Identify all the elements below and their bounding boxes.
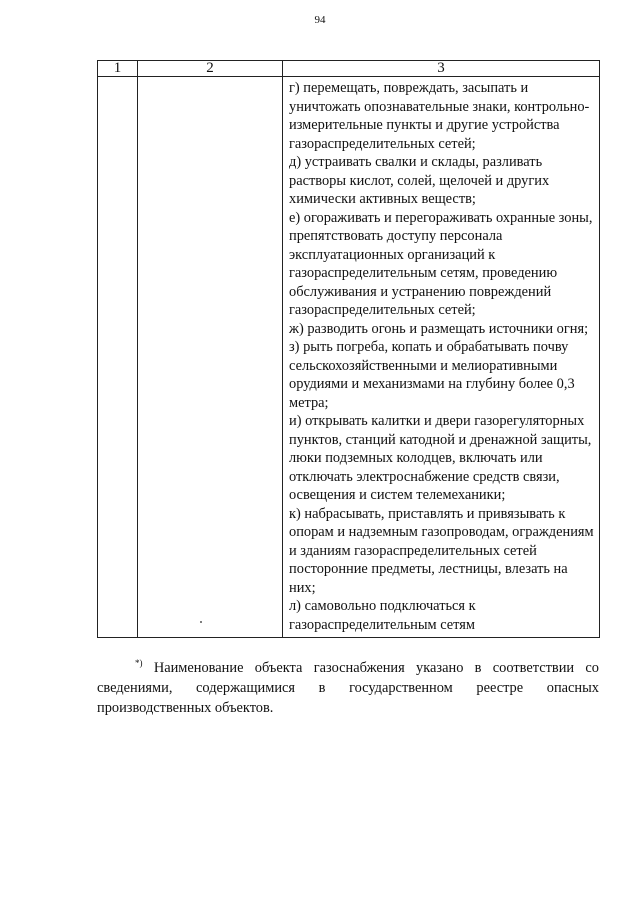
prohibition-list [283,77,599,636]
list-item: к) набрасывать, приставлять и привязывать к опорам и надземным газопроводам, ограждениям и зданиям газораспределительных сетей посторонние предметы, лестницы, влезать на них; [289,505,594,596]
footnote-first-line [97,658,599,678]
page-number: 94 [314,14,326,26]
cell-column-2 [138,77,283,638]
list-item: ж) разводить огонь и размещать источники огня; [289,320,589,337]
column-header-1: 1 [98,61,138,77]
list-item: г) перемещать, повреждать, засыпать и уничтожать опознавательные знаки, контрольно-измерительные пункты и другие устройства газораспределительных сетей; [289,80,590,152]
column-header-2: 2 [138,61,283,77]
cell-column-3 [283,77,600,638]
list-item: и) открывать калитки и двери газорегуляторных пунктов, станций катодной и дренажной защиты, люки подземных колодцев, включать или отключать электроснабжение средств связи, освещения и систем телемеханики; [289,413,592,503]
footnote-marker: *) [135,658,143,669]
stray-dot-mark [200,621,202,623]
prohibitions-table [97,60,600,638]
table-header-row [98,61,600,77]
list-item: е) огораживать и перегораживать охранные зоны, препятствовать доступу персонала эксплуатационных организаций к газораспределительным сетям, проведению обслуживания и устранению повреждений газораспределительных сетей; [289,209,593,318]
footnote [97,658,599,718]
list-item: з) рыть погреба, копать и обрабатывать почву сельскохозяйственными и мелиоративными орудиями и механизмами на глубину более 0,3 метра; [289,339,575,411]
table-container [97,60,599,638]
list-item: л) самовольно подключаться к газораспределительным сетям [289,598,476,633]
table-row [98,77,600,638]
cell-column-1 [98,77,138,638]
list-item: д) устраивать свалки и склады, разливать растворы кислот, солей, щелочей и других химически активных веществ; [289,154,550,207]
footnote-text-rest: сведениями, содержащимися в государственном реестре опасных производственных объектов. [97,680,599,716]
column-header-3: 3 [283,61,600,77]
footnote-text-line1: Наименование объекта газоснабжения указано в соответствии со [153,660,599,676]
